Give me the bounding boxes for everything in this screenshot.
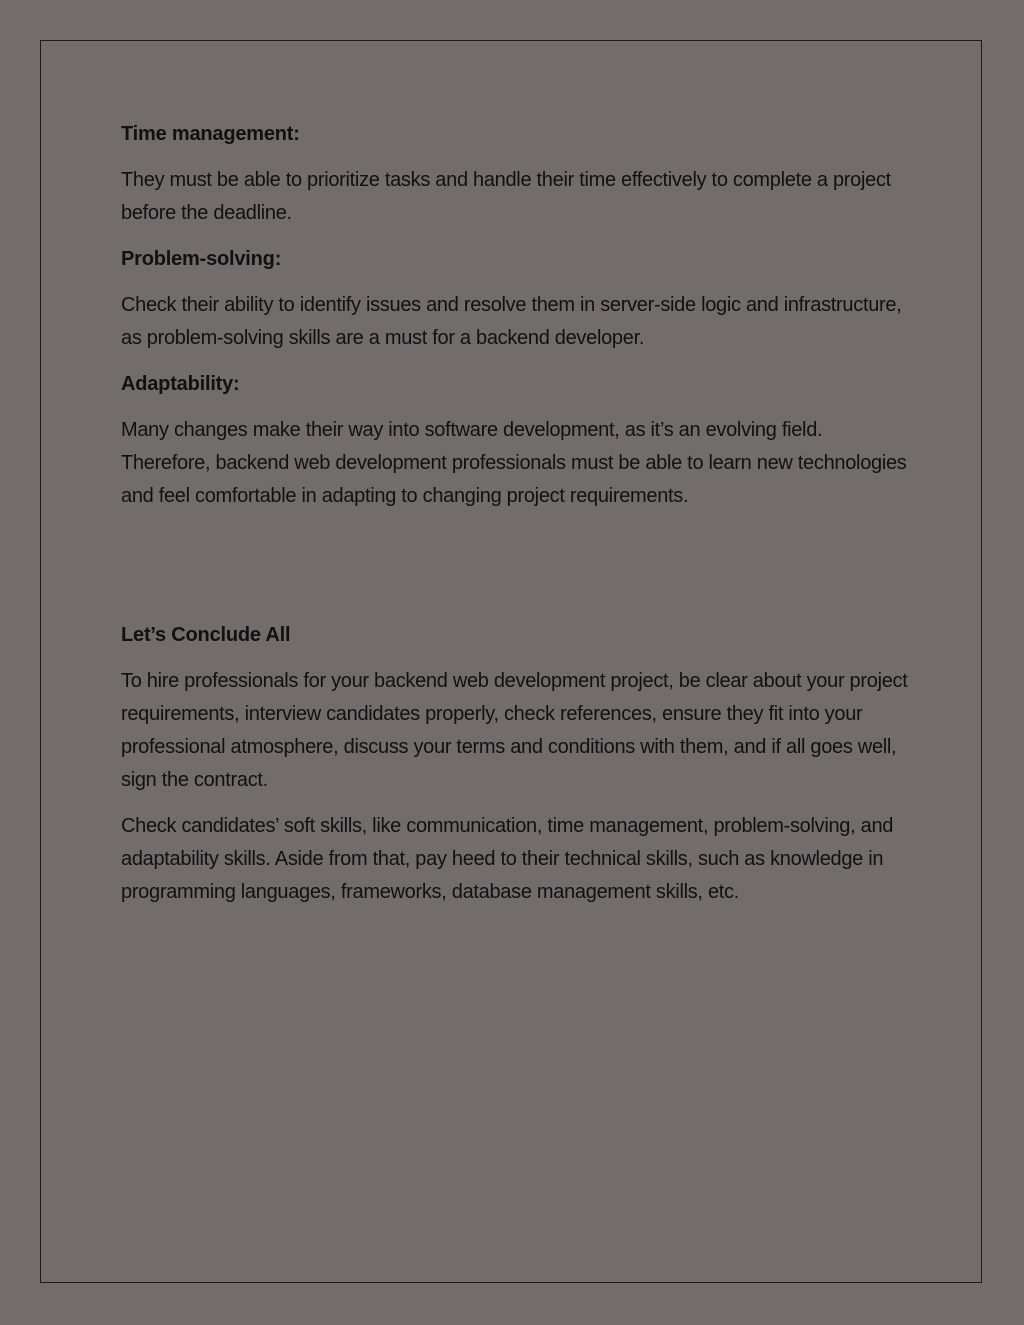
paragraph-time-management: They must be able to prioritize tasks and handle their time effectively to complete a project before the deadline. — [121, 169, 891, 224]
heading-adaptability: Adaptability: — [121, 373, 240, 395]
heading-problem-solving: Problem-solving: — [121, 248, 282, 270]
paragraph-conclusion-2: Check candidates’ soft skills, like communication, time management, problem-solving, and adaptability skills. Aside from that, pay heed to their technical skills, such as knowledge in programming languages, frameworks, database management skills, etc. — [121, 815, 894, 903]
paragraph-adaptability: Many changes make their way into software development, as it’s an evolving field. Therefore, backend web development professionals must be able to learn new technologies and feel comfortable in adapting to changing project requirements. — [121, 419, 907, 507]
paragraph-conclusion-1: To hire professionals for your backend web development project, be clear about your project requirements, interview candidates properly, check references, ensure they fit into your professional atmosphere, discuss your terms and conditions with them, and if all goes well, sign the contract. — [121, 670, 908, 791]
page-content — [121, 118, 911, 922]
heading-time-management: Time management: — [121, 123, 300, 145]
section-spacer — [121, 526, 911, 619]
heading-conclusion: Let’s Conclude All — [121, 624, 291, 646]
paragraph-problem-solving: Check their ability to identify issues and resolve them in server-side logic and infrastructure, as problem-solving skills are a must for a backend developer. — [121, 294, 902, 349]
